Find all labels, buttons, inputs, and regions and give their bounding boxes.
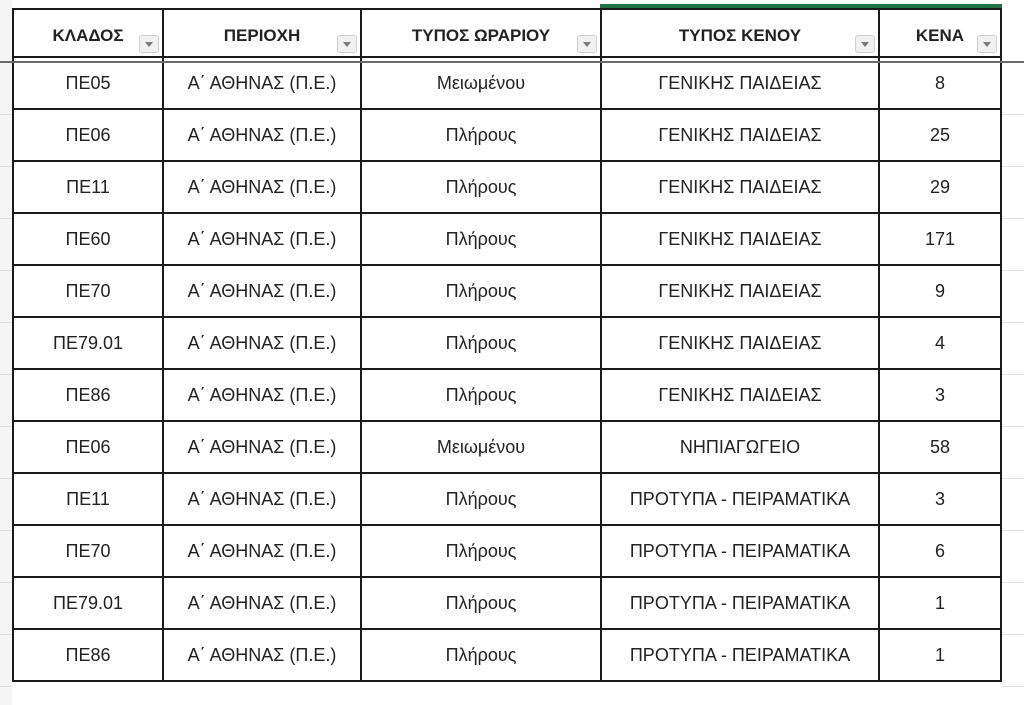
cell-typos-orariou[interactable]: Πλήρους xyxy=(361,473,601,525)
cell-klados[interactable]: ΠΕ79.01 xyxy=(13,577,163,629)
cell-klados[interactable]: ΠΕ60 xyxy=(13,213,163,265)
table-row xyxy=(13,57,1001,109)
cell-typos-orariou[interactable]: Πλήρους xyxy=(361,109,601,161)
cell-kena[interactable]: 6 xyxy=(879,525,1001,577)
cell-typos-orariou[interactable]: Πλήρους xyxy=(361,213,601,265)
cell-typos-kenou[interactable]: ΓΕΝΙΚΗΣ ΠΑΙΔΕΙΑΣ xyxy=(601,109,879,161)
cell-typos-orariou[interactable]: Πλήρους xyxy=(361,629,601,681)
cell-typos-orariou[interactable]: Πλήρους xyxy=(361,525,601,577)
cell-kena[interactable]: 29 xyxy=(879,161,1001,213)
column-header-kena[interactable] xyxy=(879,9,1001,57)
row-header-gutter xyxy=(0,0,12,705)
cell-klados[interactable]: ΠΕ06 xyxy=(13,109,163,161)
cell-klados[interactable]: ΠΕ79.01 xyxy=(13,317,163,369)
column-header-klados[interactable] xyxy=(13,9,163,57)
cell-periochi[interactable]: Α΄ ΑΘΗΝΑΣ (Π.Ε.) xyxy=(163,161,361,213)
cell-klados[interactable]: ΠΕ70 xyxy=(13,525,163,577)
table-row xyxy=(13,629,1001,681)
filter-dropdown-icon[interactable] xyxy=(977,35,997,53)
table-row xyxy=(13,577,1001,629)
cell-klados[interactable]: ΠΕ06 xyxy=(13,421,163,473)
column-header-label: ΚΕΝΑ xyxy=(915,26,965,45)
cell-typos-kenou[interactable]: ΝΗΠΙΑΓΩΓΕΙΟ xyxy=(601,421,879,473)
cell-typos-kenou[interactable]: ΠΡΟΤΥΠΑ - ΠΕΙΡΑΜΑΤΙΚΑ xyxy=(601,525,879,577)
cell-typos-orariou[interactable]: Πλήρους xyxy=(361,161,601,213)
cell-typos-kenou[interactable]: ΠΡΟΤΥΠΑ - ΠΕΙΡΑΜΑΤΙΚΑ xyxy=(601,629,879,681)
table-body xyxy=(13,57,1001,681)
column-header-typos-orariou[interactable] xyxy=(361,9,601,57)
cell-typos-kenou[interactable]: ΠΡΟΤΥΠΑ - ΠΕΙΡΑΜΑΤΙΚΑ xyxy=(601,577,879,629)
column-header-label: ΤΥΠΟΣ ΩΡΑΡΙΟΥ xyxy=(411,26,551,45)
cell-periochi[interactable]: Α΄ ΑΘΗΝΑΣ (Π.Ε.) xyxy=(163,473,361,525)
table-row xyxy=(13,421,1001,473)
cell-klados[interactable]: ΠΕ11 xyxy=(13,473,163,525)
cell-periochi[interactable]: Α΄ ΑΘΗΝΑΣ (Π.Ε.) xyxy=(163,421,361,473)
cell-klados[interactable]: ΠΕ70 xyxy=(13,265,163,317)
cell-typos-orariou[interactable]: Μειωμένου xyxy=(361,57,601,109)
table-row xyxy=(13,525,1001,577)
cell-typos-kenou[interactable]: ΓΕΝΙΚΗΣ ΠΑΙΔΕΙΑΣ xyxy=(601,265,879,317)
cell-periochi[interactable]: Α΄ ΑΘΗΝΑΣ (Π.Ε.) xyxy=(163,213,361,265)
cell-klados[interactable]: ΠΕ86 xyxy=(13,369,163,421)
cell-typos-kenou[interactable]: ΓΕΝΙΚΗΣ ΠΑΙΔΕΙΑΣ xyxy=(601,161,879,213)
filter-dropdown-icon[interactable] xyxy=(577,35,597,53)
cell-kena[interactable]: 25 xyxy=(879,109,1001,161)
cell-kena[interactable]: 1 xyxy=(879,629,1001,681)
filter-dropdown-icon[interactable] xyxy=(139,35,159,53)
cell-typos-kenou[interactable]: ΓΕΝΙΚΗΣ ΠΑΙΔΕΙΑΣ xyxy=(601,57,879,109)
cell-periochi[interactable]: Α΄ ΑΘΗΝΑΣ (Π.Ε.) xyxy=(163,577,361,629)
cell-typos-orariou[interactable]: Πλήρους xyxy=(361,265,601,317)
filter-dropdown-icon[interactable] xyxy=(337,35,357,53)
cell-periochi[interactable]: Α΄ ΑΘΗΝΑΣ (Π.Ε.) xyxy=(163,265,361,317)
filter-dropdown-icon[interactable] xyxy=(855,35,875,53)
cell-kena[interactable]: 3 xyxy=(879,369,1001,421)
cell-kena[interactable]: 8 xyxy=(879,57,1001,109)
cell-periochi[interactable]: Α΄ ΑΘΗΝΑΣ (Π.Ε.) xyxy=(163,109,361,161)
table-row xyxy=(13,109,1001,161)
column-header-label: ΚΛΑΔΟΣ xyxy=(52,26,124,45)
cell-periochi[interactable]: Α΄ ΑΘΗΝΑΣ (Π.Ε.) xyxy=(163,369,361,421)
cell-kena[interactable]: 3 xyxy=(879,473,1001,525)
cell-periochi[interactable]: Α΄ ΑΘΗΝΑΣ (Π.Ε.) xyxy=(163,525,361,577)
header-row xyxy=(13,9,1001,57)
cell-periochi[interactable]: Α΄ ΑΘΗΝΑΣ (Π.Ε.) xyxy=(163,317,361,369)
cell-typos-kenou[interactable]: ΓΕΝΙΚΗΣ ΠΑΙΔΕΙΑΣ xyxy=(601,369,879,421)
column-header-label: ΤΥΠΟΣ ΚΕΝΟΥ xyxy=(678,26,802,45)
cell-periochi[interactable]: Α΄ ΑΘΗΝΑΣ (Π.Ε.) xyxy=(163,57,361,109)
cell-kena[interactable]: 171 xyxy=(879,213,1001,265)
cell-typos-kenou[interactable]: ΠΡΟΤΥΠΑ - ΠΕΙΡΑΜΑΤΙΚΑ xyxy=(601,473,879,525)
table-row xyxy=(13,369,1001,421)
table-row xyxy=(13,317,1001,369)
cell-typos-kenou[interactable]: ΓΕΝΙΚΗΣ ΠΑΙΔΕΙΑΣ xyxy=(601,213,879,265)
column-header-typos-kenou[interactable] xyxy=(601,9,879,57)
cell-klados[interactable]: ΠΕ86 xyxy=(13,629,163,681)
cell-kena[interactable]: 58 xyxy=(879,421,1001,473)
cell-klados[interactable]: ΠΕ11 xyxy=(13,161,163,213)
cell-typos-orariou[interactable]: Μειωμένου xyxy=(361,421,601,473)
data-table xyxy=(12,8,1002,682)
cell-typos-orariou[interactable]: Πλήρους xyxy=(361,577,601,629)
cell-kena[interactable]: 9 xyxy=(879,265,1001,317)
empty-grid-area[interactable] xyxy=(1002,0,1024,705)
frozen-header-divider xyxy=(0,61,1024,63)
cell-periochi[interactable]: Α΄ ΑΘΗΝΑΣ (Π.Ε.) xyxy=(163,629,361,681)
table-row xyxy=(13,161,1001,213)
table-row xyxy=(13,473,1001,525)
table-row xyxy=(13,265,1001,317)
cell-typos-orariou[interactable]: Πλήρους xyxy=(361,369,601,421)
cell-kena[interactable]: 1 xyxy=(879,577,1001,629)
column-header-label: ΠΕΡΙΟΧΗ xyxy=(223,26,301,45)
cell-typos-orariou[interactable]: Πλήρους xyxy=(361,317,601,369)
cell-kena[interactable]: 4 xyxy=(879,317,1001,369)
cell-klados[interactable]: ΠΕ05 xyxy=(13,57,163,109)
column-header-periochi[interactable] xyxy=(163,9,361,57)
cell-typos-kenou[interactable]: ΓΕΝΙΚΗΣ ΠΑΙΔΕΙΑΣ xyxy=(601,317,879,369)
table-row xyxy=(13,213,1001,265)
